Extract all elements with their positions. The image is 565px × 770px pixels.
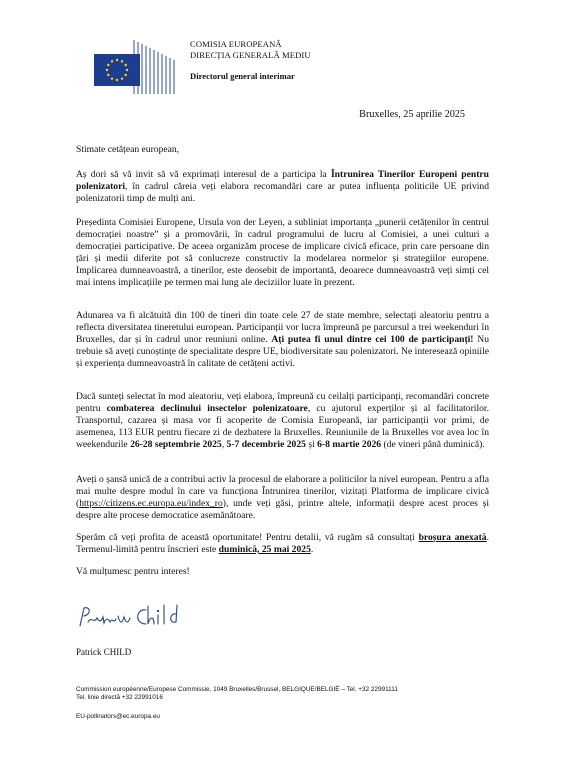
footer-address: [76, 686, 398, 702]
eu-star-icon: [116, 79, 118, 81]
paragraph-deadline: Sperăm că veți profita de această oportunitate! Pentru detalii, vă rugăm să consultați broșura anexată. Termenul-limită pentru înscrieri este duminică, 25 mai 2025.: [76, 532, 489, 555]
platform-link[interactable]: https://citizens.ec.europa.eu/index_ro: [79, 497, 223, 509]
european-commission-logo: [76, 38, 180, 96]
org-line-2: DIRECȚIA GENERALĂ MEDIU: [190, 50, 311, 60]
paragraph-assembly: Adunarea va fi alcătuită din 100 de tineri din toate cele 27 de state membre, selectați aleatoriu pentru a reflecta diversitatea tineretului european. Participanții vor lucra împreună pe parcursul a trei weekenduri în Bruxelles, dar și în cadrul unor reuniuni online. Ați putea fi unul dintre cei 100 de participanți! Nu trebuie să aveți cunoștințe de specialitate despre UE, biodiversitate sau polenizatori. Ne interesează opiniile și experiența dumneavoastră în calitate de cetățeni activi.: [76, 310, 490, 369]
eu-star-icon: [124, 64, 126, 66]
eu-star-icon: [106, 69, 108, 71]
sender-title: Directorul general interimar: [190, 71, 295, 81]
eu-star-icon: [116, 59, 118, 61]
paragraph-platform: Aveți o șansă unică de a contribui activ la procesul de elaborare a politicilor la nivel european. Pentru a afla mai multe despre modul în care va funcționa Întrunirea tinerilor, vizitați Platforma de implicare civică (https://citizens.ec.europa.eu/index_ro), unde veți găsi, printre altele, informații despre acest proces și despre alte procese democratice asemănătoare.: [76, 474, 489, 521]
org-line-1: COMISIA EUROPEANĂ: [190, 39, 282, 49]
eu-star-icon: [124, 74, 126, 76]
letter-date: Bruxelles, 25 aprilie 2025: [359, 109, 465, 120]
eu-star-icon: [121, 60, 123, 62]
paragraph-invitation: Aș dori să vă invit să vă exprimați interesul de a participa la Întrunirea Tinerilor Europeni pentru polenizatori, în cadrul căreia veți elabora recomandări care ar putea influența politicile UE privind polenizatorii timp de mulți ani.: [76, 169, 490, 204]
brochure-link[interactable]: broșura anexată: [418, 532, 487, 543]
organization-name: [190, 39, 311, 61]
paragraph-president: Președinta Comisiei Europene, Ursula von der Leyen, a subliniat importanța „punerii cetățenilor în centrul democrației noastre” și a promovării, în cadrul programului de lucru al Comisiei, a unei culturi a democrației participative. De aceea organizăm procese de implicare civică eficace, prin care persoane din țări și medii diferite pot să conlucreze constructiv la modelarea normelor și strategiilor europene. Implicarea dumneavoastră, a tinerilor, este deosebit de importantă, deoarece dumneavoastră veți simți cel mai intens implicațiile pe termen mai lung ale deciziilor luate în prezent.: [76, 217, 489, 288]
signer-name: Patrick CHILD: [76, 647, 132, 657]
handwritten-signature: [76, 602, 206, 632]
eu-star-icon: [126, 69, 128, 71]
closing-line: Vă mulțumesc pentru interes!: [76, 566, 190, 577]
eu-star-icon: [107, 64, 109, 66]
footer-line-2: Tel. linie directă +32 22991016: [76, 694, 163, 701]
deadline-date: duminică, 25 mai 2025: [218, 543, 311, 555]
eu-star-icon: [107, 74, 109, 76]
footer-email[interactable]: EU-pollinators@ec.europa.eu: [76, 713, 160, 720]
footer-line-1: Commission européenne/Europese Commissie, 1049 Bruxelles/Brussel, BELGIQUE/BELGIË – Tel. +32 22991111: [76, 686, 398, 693]
eu-star-icon: [111, 60, 113, 62]
eu-star-icon: [121, 77, 123, 79]
salutation: Stimate cetățean european,: [76, 144, 180, 155]
paragraph-selection: Dacă sunteți selectat în mod aleatoriu, veți elabora, împreună cu ceilalți participanți, recomandări concrete pentru combaterea declinului insectelor polenizatoare, cu ajutorul experților și al facilitatorilor. Transportul, cazarea și masa vor fi acoperite de Comisia Europeană, iar participanții vor primi, de asemenea, 113 EUR pentru fiecare zi de dezbatere la Bruxelles. Reuniunile de la Bruxelles vor avea loc în weekendurile 26-28 septembrie 2025, 5-7 decembrie 2025 și 6-8 martie 2026 (de vineri până duminică).: [76, 391, 489, 450]
eu-star-icon: [111, 77, 113, 79]
